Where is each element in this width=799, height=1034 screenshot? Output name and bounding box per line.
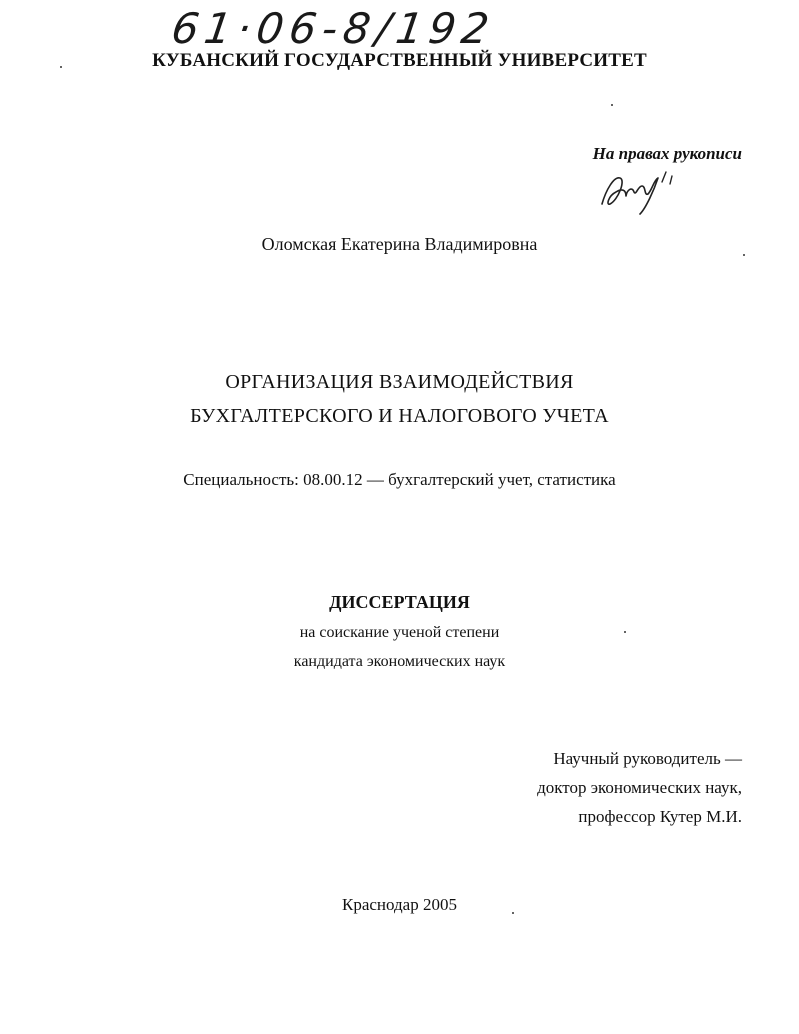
scan-speck <box>512 912 514 914</box>
dissertation-title-line-2: БУХГАЛТЕРСКОГО И НАЛОГОВОГО УЧЕТА <box>190 405 609 427</box>
dissertation-title-line-1: ОРГАНИЗАЦИЯ ВЗАИМОДЕЙСТВИЯ <box>225 371 574 393</box>
scan-speck <box>624 631 626 633</box>
handwritten-archive-code: 61·06-8/192 <box>168 4 498 53</box>
supervisor-line-3: профессор Кутер М.И. <box>578 807 742 826</box>
author-signature <box>596 160 686 216</box>
rights-note: На правах рукописи <box>592 144 742 163</box>
scan-speck <box>60 66 62 68</box>
university-name: КУБАНСКИЙ ГОСУДАРСТВЕННЫЙ УНИВЕРСИТЕТ <box>152 50 647 71</box>
degree-line-1: на соискание ученой степени <box>299 624 500 641</box>
supervisor-block <box>537 744 742 831</box>
city-year: Краснодар 2005 <box>342 895 457 914</box>
specialty-line: Специальность: 08.00.12 — бухгалтерский учет, статистика <box>183 470 616 489</box>
supervisor-line-2: доктор экономических наук, <box>537 778 742 797</box>
supervisor-line-1: Научный руководитель — <box>553 749 742 768</box>
scan-speck <box>611 104 613 106</box>
scan-speck <box>743 254 745 256</box>
author-name: Оломская Екатерина Владимировна <box>261 234 538 254</box>
document-type: ДИССЕРТАЦИЯ <box>329 592 470 612</box>
degree-line-2: кандидата экономических наук <box>293 653 506 670</box>
